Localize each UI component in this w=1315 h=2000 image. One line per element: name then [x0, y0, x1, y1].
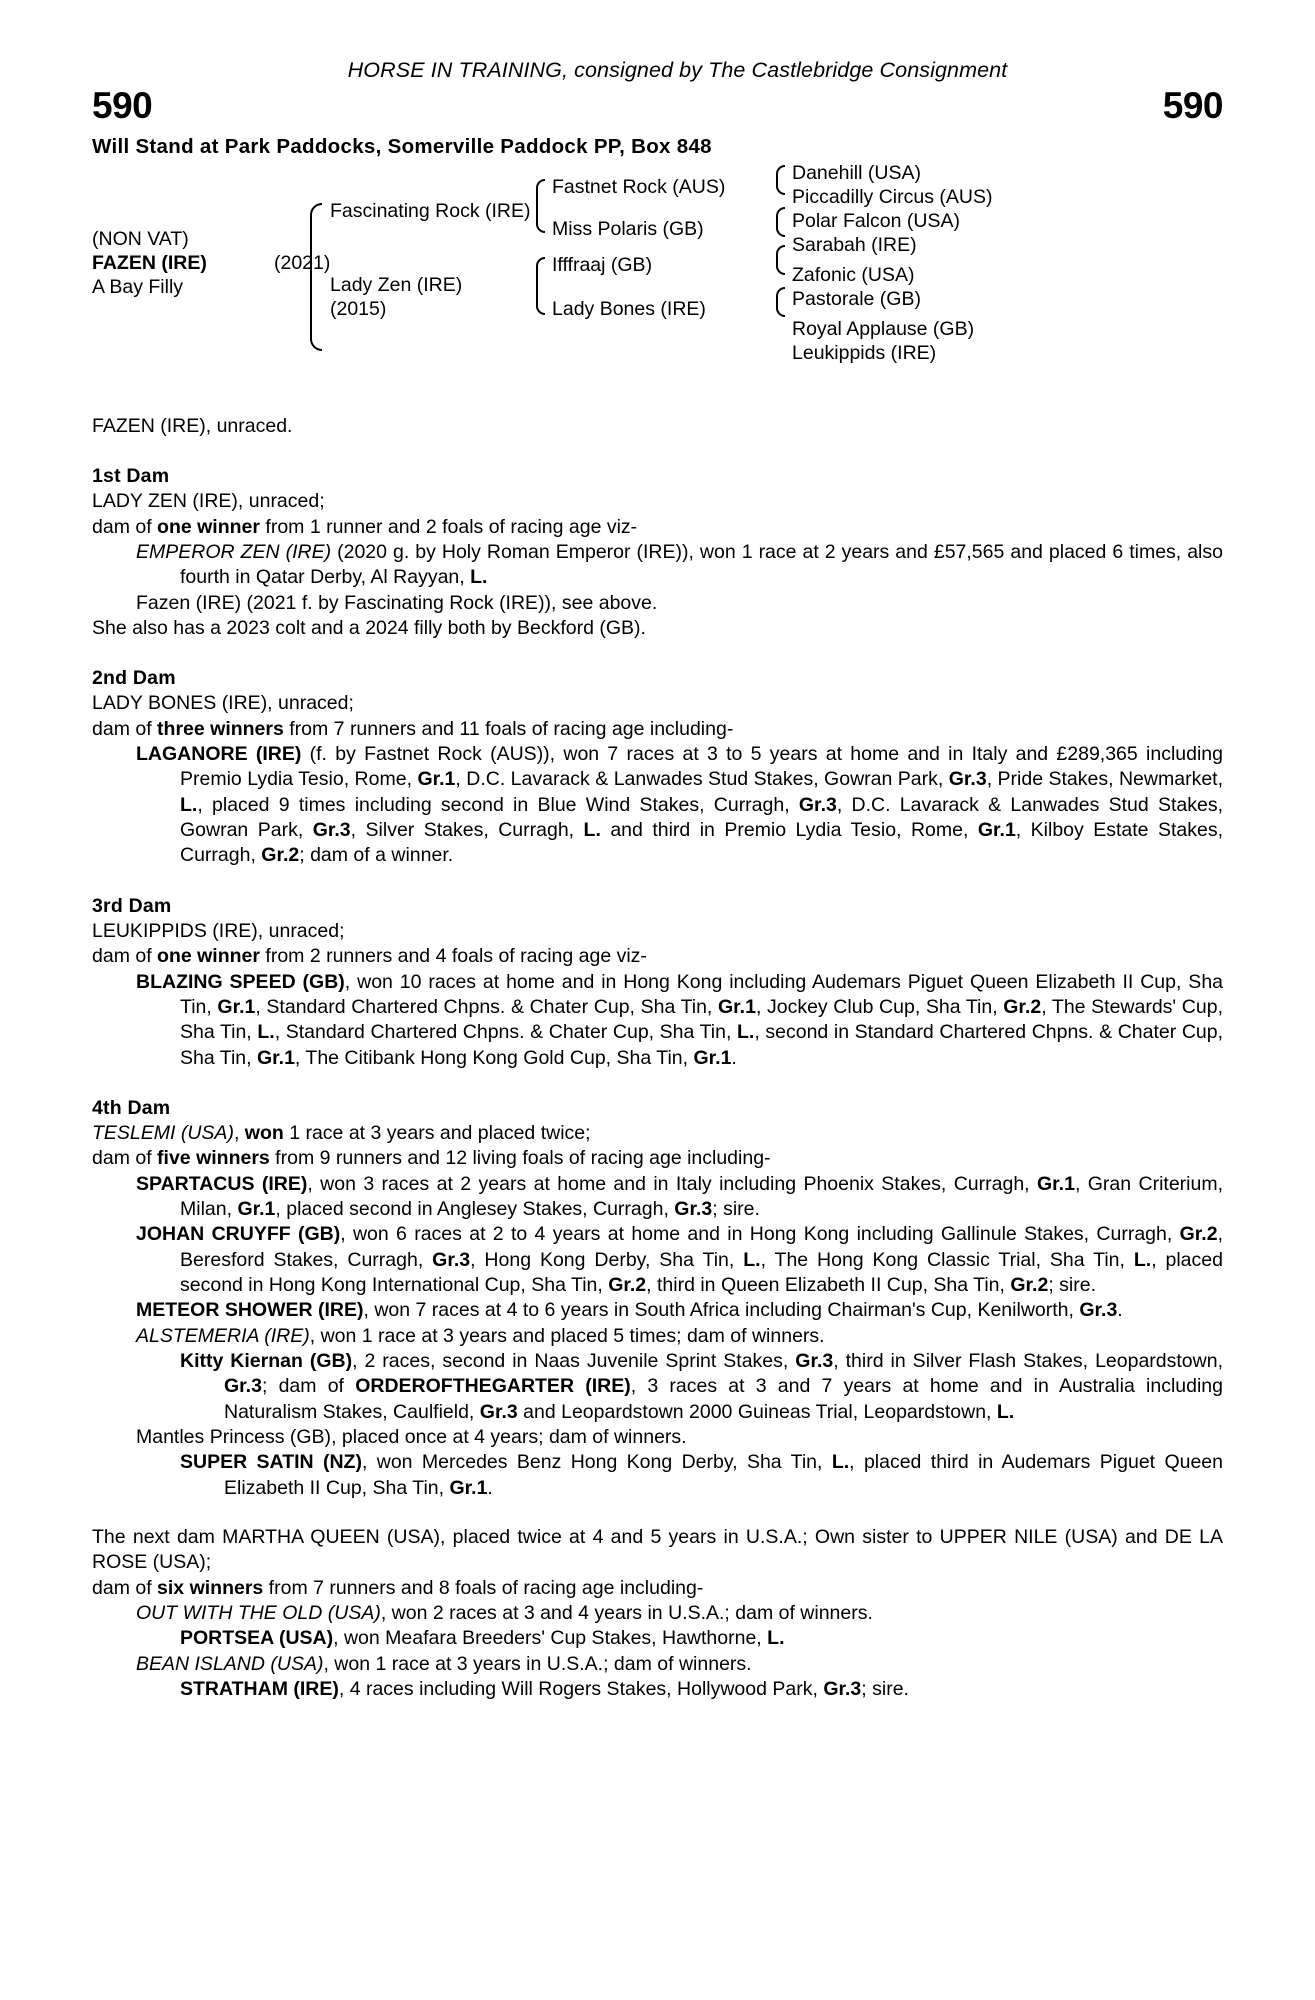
- dam2-summary-line: [92, 717, 1223, 742]
- heading-2nd-dam: 2nd Dam: [92, 667, 176, 690]
- dam-name: Lady Zen (IRE): [330, 274, 463, 296]
- dam1-summary-line: [92, 515, 1223, 540]
- dam4-summary-line: [92, 1146, 1223, 1171]
- entry-name: ALSTEMERIA (IRE): [136, 1324, 310, 1347]
- pedigree-brace-sire: [536, 179, 545, 233]
- next-dam-summary-count: six winners: [157, 1576, 264, 1599]
- dam3-entry-blazing-speed: [136, 970, 1223, 1071]
- dam1-summary-count: one winner: [157, 515, 260, 538]
- sire-dam: Miss Polaris (GB): [552, 218, 704, 240]
- pedigree-brace-g4: [776, 287, 785, 317]
- entry-text: , won Meafara Breeders' Cup Stakes, Hawthorne, L.: [333, 1627, 785, 1650]
- dam1-name-line: LADY ZEN (IRE), unraced;: [92, 490, 325, 513]
- entry-name: Kitty Kiernan (GB): [180, 1349, 353, 1372]
- entry-name: SUPER SATIN (NZ): [180, 1451, 362, 1474]
- sire-name: Fascinating Rock (IRE): [330, 200, 531, 222]
- entry-name: METEOR SHOWER (IRE): [136, 1299, 364, 1322]
- dam2-summary-post: from 7 runners and 11 foals of racing age including-: [283, 717, 734, 740]
- heading-1st-dam: 1st Dam: [92, 465, 170, 488]
- entry-text: , placed once at 4 years; dam of winners.: [331, 1426, 687, 1448]
- gg-3: Polar Falcon (USA): [792, 210, 960, 232]
- dam1-summary-pre: dam of: [92, 515, 158, 538]
- dam4-summary-pre: dam of: [92, 1147, 158, 1170]
- pedigree-brace-1: [310, 203, 322, 351]
- dam1-summary-post: from 1 runner and 2 foals of racing age viz-: [259, 515, 638, 538]
- next-dam-entry-bean-island: [136, 1652, 1223, 1677]
- intro-line: FAZEN (IRE), unraced.: [92, 415, 293, 437]
- entry-text: , 4 races including Will Rogers Stakes, Hollywood Park, Gr.3; sire.: [338, 1678, 909, 1701]
- entry-text: , won Mercedes Benz Hong Kong Derby, Sha Tin, L., placed third in Audemars Piguet Queen Elizabeth II Cup, Sha Tin, Gr.1.: [224, 1451, 1223, 1499]
- gg-5: Zafonic (USA): [792, 264, 915, 286]
- pedigree-table: [92, 162, 1223, 370]
- lot-number-left: 590: [92, 85, 153, 126]
- entry-name: OUT WITH THE OLD (USA): [136, 1602, 381, 1625]
- next-dam-entry-out-with-the-old: [136, 1601, 1223, 1626]
- lot-number-right: 590: [1162, 85, 1223, 126]
- dam3-name-line: LEUKIPPIDS (IRE), unraced;: [92, 919, 345, 942]
- dam3-summary-line: [92, 944, 1223, 969]
- dam4-summary-post: from 9 runners and 12 living foals of racing age including-: [269, 1147, 771, 1170]
- dam2-entry-name: LAGANORE (IRE): [136, 743, 302, 766]
- dam4-entry-meteor-shower: [136, 1298, 1223, 1323]
- stand-location-line: Will Stand at Park Paddocks, Somerville Paddock PP, Box 848: [92, 135, 712, 158]
- gg-4: Sarabah (IRE): [792, 234, 917, 256]
- dam3-entry-text: , won 10 races at home and in Hong Kong including Audemars Piguet Queen Elizabeth II Cup, Sha Tin, Gr.1, Standard Chartered Chpns. & Chater Cup, Sha Tin, Gr.1, Jockey Club Cup, Sha Tin, Gr.2, The Stewards' Cup, Sha Tin, L., Standard Chartered Chpns. & Chater Cup, Sha Tin, L., second in Standard Chartered Chpns. & Chater Cup, Sha Tin, Gr.1, The Citibank Hong Kong Gold Cup, Sha Tin, Gr.1.: [180, 970, 1224, 1069]
- next-dam-summary-post: from 7 runners and 8 foals of racing age including-: [263, 1576, 704, 1599]
- dam4-entry-spartacus: [136, 1172, 1223, 1223]
- dam2-summary-pre: dam of: [92, 717, 158, 740]
- entry-text: , won 1 race at 3 years in U.S.A.; dam of winners.: [323, 1652, 752, 1675]
- dam3-summary-count: one winner: [157, 945, 260, 968]
- gg-8: Leukippids (IRE): [792, 342, 937, 364]
- consignor-heading: HORSE IN TRAINING, consigned by The Castlebridge Consignment: [347, 58, 1008, 82]
- dam4-name: TESLEMI (USA): [92, 1121, 234, 1144]
- entry-text: , won 3 races at 2 years at home and in Italy including Phoenix Stakes, Curragh, Gr.1, Gran Criterium, Milan, Gr.1, placed second in Anglesey Stakes, Curragh, Gr.3; sire.: [180, 1172, 1223, 1220]
- next-dam-line: The next dam MARTHA QUEEN (USA), placed twice at 4 and 5 years in U.S.A.; Own sister to UPPER NILE (USA) and DE LA ROSE (USA);: [92, 1526, 1223, 1574]
- entry-name: PORTSEA (USA): [180, 1627, 334, 1650]
- dam4-entry-alstemeria: [136, 1324, 1223, 1349]
- entry-name: JOHAN CRUYFF (GB): [136, 1223, 341, 1246]
- dam1-entry-text: (2020 g. by Holy Roman Emperor (IRE)), won 1 race at 2 years and £57,565 and placed 6 times, also fourth in Qatar Derby, Al Rayyan,: [180, 541, 1223, 589]
- entry-name: STRATHAM (IRE): [180, 1678, 339, 1701]
- next-dam-summary-pre: dam of: [92, 1576, 158, 1599]
- dam3-entry-name: BLAZING SPEED (GB): [136, 970, 345, 993]
- dam-sire: Ifffraaj (GB): [552, 254, 653, 276]
- gg-2: Piccadilly Circus (AUS): [792, 186, 993, 208]
- pedigree-brace-g3: [776, 245, 785, 275]
- dam-year: (2015): [330, 298, 387, 320]
- pedigree-brace-g2: [776, 207, 785, 237]
- dam4-entry-super-satin: [180, 1450, 1223, 1501]
- dam4-won: won: [244, 1121, 284, 1144]
- entry-text: , won 1 race at 3 years and placed 5 times; dam of winners.: [309, 1324, 825, 1347]
- next-dam-summary-line: [92, 1576, 1223, 1601]
- sire-sire: Fastnet Rock (AUS): [552, 176, 726, 198]
- dam3-summary-pre: dam of: [92, 945, 158, 968]
- dam4-entry-kitty-kiernan: [180, 1349, 1223, 1425]
- dam1-additional-produce: She also has a 2023 colt and a 2024 filly both by Beckford (GB).: [92, 617, 646, 640]
- pedigree-brace-g1: [776, 165, 785, 195]
- entry-name: Mantles Princess (GB): [136, 1426, 332, 1448]
- dam3-summary-post: from 2 runners and 4 foals of racing age viz-: [259, 945, 647, 968]
- entry-text: , 2 races, second in Naas Juvenile Sprint Stakes, Gr.3, third in Silver Flash Stakes, Leopardstown, Gr.3; dam of ORDEROFTHEGARTER (IRE), 3 races at 3 and 7 years at home and in Australia including Naturalism Stakes, Caulfield, Gr.3 and Leopardstown 2000 Guineas Trial, Leopardstown, L.: [224, 1349, 1223, 1423]
- entry-text: , won 7 races at 4 to 6 years in South Africa including Chairman's Cup, Kenilworth, Gr.3.: [363, 1299, 1123, 1322]
- dam2-entry-text: (f. by Fastnet Rock (AUS)), won 7 races at 3 to 5 years at home and in Italy and £289,365 including Premio Lydia Tesio, Rome, Gr.1, D.C. Lavarack & Lanwades Stud Stakes, Gowran Park, Gr.3, Pride Stakes, Newmarket, L., placed 9 times including second in Blue Wind Stakes, Curragh, Gr.3, D.C. Lavarack & Lanwades Stud Stakes, Gowran Park, Gr.3, Silver Stakes, Curragh, L. and third in Premio Lydia Tesio, Rome, Gr.1, Kilboy Estate Stakes, Curragh, Gr.2; dam of a winner.: [180, 743, 1223, 867]
- entry-text: , won 6 races at 2 to 4 years at home and in Hong Kong including Gallinule Stakes, Curragh, Gr.2, Beresford Stakes, Curragh, Gr.3, Hong Kong Derby, Sha Tin, L., The Hong Kong Classic Trial, Sha Tin, L., placed second in Hong Kong International Cup, Sha Tin, Gr.2, third in Queen Elizabeth II Cup, Sha Tin, Gr.2; sire.: [180, 1223, 1223, 1296]
- dam2-entry-laganore: [136, 742, 1223, 869]
- dam4-name-line: TESLEMI (USA), won 1 race at 3 years and placed twice;: [92, 1121, 591, 1144]
- dam2-name-line: LADY BONES (IRE), unraced;: [92, 692, 354, 715]
- next-dam-entry-stratham: [180, 1677, 1223, 1702]
- gg-6: Pastorale (GB): [792, 288, 921, 310]
- gg-7: Royal Applause (GB): [792, 318, 975, 340]
- dam2-summary-count: three winners: [157, 717, 284, 740]
- entry-name: BEAN ISLAND (USA): [136, 1652, 324, 1675]
- horse-description: A Bay Filly: [92, 276, 184, 298]
- dam4-summary-count: five winners: [157, 1147, 270, 1170]
- heading-4th-dam: 4th Dam: [92, 1096, 171, 1119]
- horse-year: (2021): [274, 252, 331, 274]
- heading-3rd-dam: 3rd Dam: [92, 894, 172, 917]
- horse-name: FAZEN (IRE): [92, 252, 207, 274]
- dam1-entry-grade: L.: [470, 566, 488, 589]
- dam4-name-rest: 1 race at 3 years and placed twice;: [283, 1121, 591, 1144]
- gg-1: Danehill (USA): [792, 162, 921, 184]
- entry-text: , won 2 races at 3 and 4 years in U.S.A.; dam of winners.: [380, 1602, 873, 1625]
- lot-number-row: [92, 85, 1223, 127]
- dam4-entry-mantles-princess: [136, 1425, 1223, 1450]
- next-dam-entry-portsea: [180, 1626, 1223, 1651]
- entry-name: SPARTACUS (IRE): [136, 1172, 308, 1195]
- dam1-entry-emperor-zen: [136, 540, 1223, 591]
- dam1-entry-name: EMPEROR ZEN (IRE): [136, 541, 332, 564]
- dam1-entry-fazen: Fazen (IRE) (2021 f. by Fascinating Rock (IRE)), see above.: [136, 591, 658, 614]
- vat-status: (NON VAT): [92, 228, 189, 250]
- pedigree-brace-dam: [536, 257, 545, 315]
- dam-dam: Lady Bones (IRE): [552, 298, 706, 320]
- dam4-entry-johan-cruyff: [136, 1222, 1223, 1298]
